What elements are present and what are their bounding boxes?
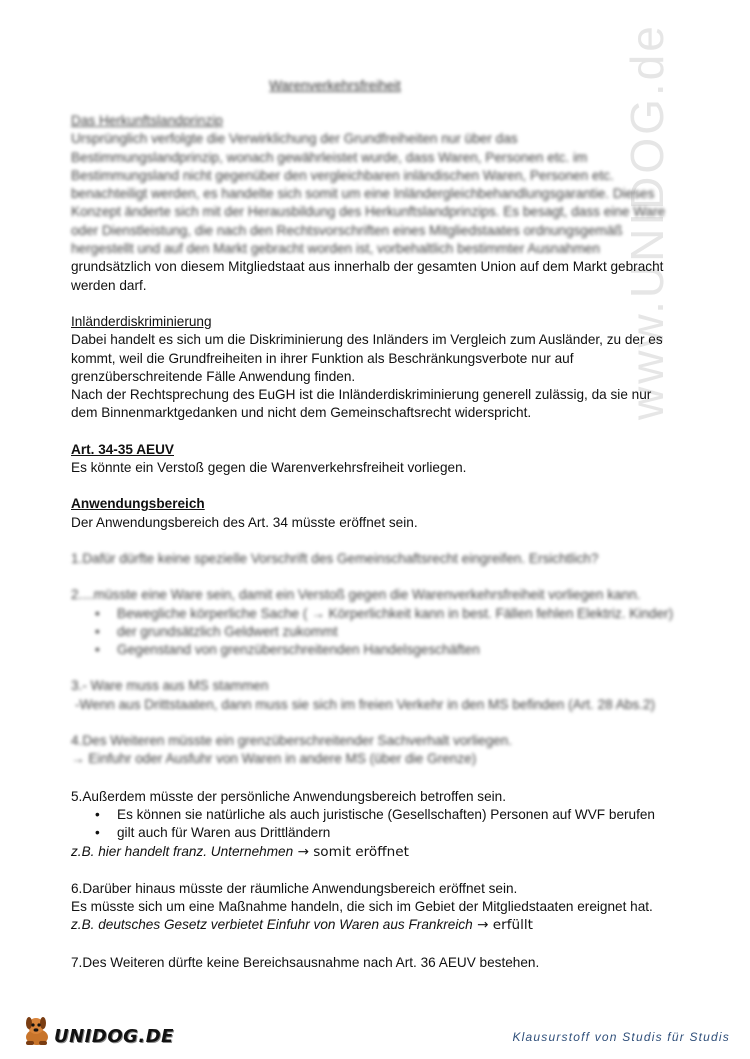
text-line: grenzüberschreitende Fälle Anwendung finden. — [71, 368, 356, 384]
text-line: benachteiligt werden, es handelte sich somit um eine Inländergleichbehandlungsgarantie. Dieses — [71, 186, 655, 202]
section-heading: Inländerdiskriminierung — [71, 313, 212, 329]
text-line: grundsätzlich von diesem Mitgliedstaat aus innerhalb der gesamten Union auf dem Markt gebracht — [71, 259, 664, 275]
text-line: 6.Darüber hinaus müsste der räumliche Anwendungsbereich eröffnet sein. — [71, 880, 518, 896]
logo-text: UNIDOG.DE — [54, 1026, 174, 1047]
text-line: Konzept änderte sich mit der Herausbildung des Herkunftslandprinzips. Es besagt, dass eine Ware — [71, 204, 666, 220]
text-line: Es müsste sich um eine Maßnahme handeln, die sich im Gebiet der Mitgliedstaaten ereignet hat. — [71, 899, 653, 915]
section-heading: Art. 34-35 AEUV — [71, 441, 174, 457]
text-line: 7.Des Weiteren dürfte keine Bereichsausnahme nach Art. 36 AEUV bestehen. — [71, 954, 540, 970]
result-text: → somit eröffnet — [293, 843, 409, 860]
text-line: 4.Des Weiteren müsste ein grenzüberschreitender Sachverhalt vorliegen. — [71, 733, 513, 749]
text-line: kommt, weil die Grundfreiheiten in ihrer Funktion als Beschränkungsverbote nur auf — [71, 350, 574, 366]
text-line: werden darf. — [71, 277, 147, 293]
list-item: • Es können sie natürliche als auch juristische (Gesellschaften) Personen auf WVF berufen — [117, 806, 681, 824]
example-line — [71, 916, 681, 934]
text-line: 3.- Ware muss aus MS stammen — [71, 678, 269, 694]
text-line: dem Binnenmarktgedanken und nicht dem Gemeinschaftsrecht widerspricht. — [71, 405, 532, 421]
list-item: • gilt auch für Waren aus Drittländern — [117, 824, 681, 842]
text-line: Bestimmungslandprinzip, wonach gewährleistet wurde, dass Waren, Personen etc. im — [71, 149, 588, 165]
text-line: hergestellt und auf den Markt gebracht worden ist, vorbehaltlich bestimmter Ausnahmen — [71, 241, 600, 257]
document-body — [71, 112, 681, 972]
text-line: 1.Dafür dürfte keine spezielle Vorschrift des Gemeinschaftsrecht eingreifen. Ersichtlich? — [71, 550, 599, 566]
bullet-list — [71, 605, 681, 660]
example-line — [71, 843, 681, 861]
result-text: → erfüllt — [472, 917, 533, 934]
text-line: oder Dienstleistung, die nach den Rechtsvorschriften eines Mitgliedstaates ordnungsgemäß — [71, 222, 623, 238]
section-herkunftslandprinzip-blurred — [71, 112, 681, 258]
text-line: Dabei handelt es sich um die Diskriminierung des Inländers im Vergleich zum Ausländer, zu der es — [71, 332, 663, 348]
dog-mascot-icon — [22, 1015, 52, 1047]
watermark: www.UNIDOG.de — [621, 23, 673, 420]
section-heading: Das Herkunftslandprinzip — [71, 113, 223, 128]
text-line: 5.Außerdem müsste der persönliche Anwendungsbereich betroffen sein. — [71, 788, 507, 804]
list-item: • Bewegliche körperliche Sache ( → Körperlichkeit kann in best. Fällen fehlen Elektriz. Kinder) — [117, 605, 681, 623]
text-line: Es könnte ein Verstoß gegen die Warenverkehrsfreiheit vorliegen. — [71, 460, 467, 476]
footer-slogan: Klausurstoff von Studis für Studis — [512, 1030, 730, 1044]
list-item: • Gegenstand von grenzüberschreitenden Handelsgeschäften — [117, 641, 681, 659]
unidog-logo — [22, 1015, 174, 1047]
document-title: Warenverkehrsfreiheit — [269, 78, 401, 93]
text-line: 2....müsste eine Ware sein, damit ein Verstoß gegen die Warenverkehrsfreiheit vorliegen kann. — [71, 587, 641, 603]
text-line: Der Anwendungsbereich des Art. 34 müsste eröffnet sein. — [71, 514, 418, 530]
section-heading: Anwendungsbereich — [71, 496, 205, 512]
text-line: Nach der Rechtsprechung des EuGH ist die Inländerdiskriminierung generell zulässig, da sie nur — [71, 387, 652, 403]
example-text: z.B. hier handelt franz. Unternehmen — [71, 843, 294, 859]
text-line: Ursprünglich verfolgte die Verwirklichung der Grundfreiheiten nur über das — [71, 131, 518, 147]
example-text: z.B. deutsches Gesetz verbietet Einfuhr von Waren aus Frankreich — [71, 917, 473, 933]
blurred-block — [71, 550, 681, 769]
bullet-list — [71, 806, 681, 843]
list-item: • der grundsätzlich Geldwert zukommt — [117, 623, 681, 641]
text-line: → Einfuhr oder Ausfuhr von Waren in andere MS (über die Grenze) — [71, 751, 477, 767]
text-line: -Wenn aus Drittstaaten, dann muss sie sich im freien Verkehr in den MS befinden (Art. 28 Abs.2) — [75, 696, 656, 712]
text-line: Bestimmungsland nicht gegenüber den vergleichbaren inländischen Waren, Personen etc. — [71, 167, 614, 183]
